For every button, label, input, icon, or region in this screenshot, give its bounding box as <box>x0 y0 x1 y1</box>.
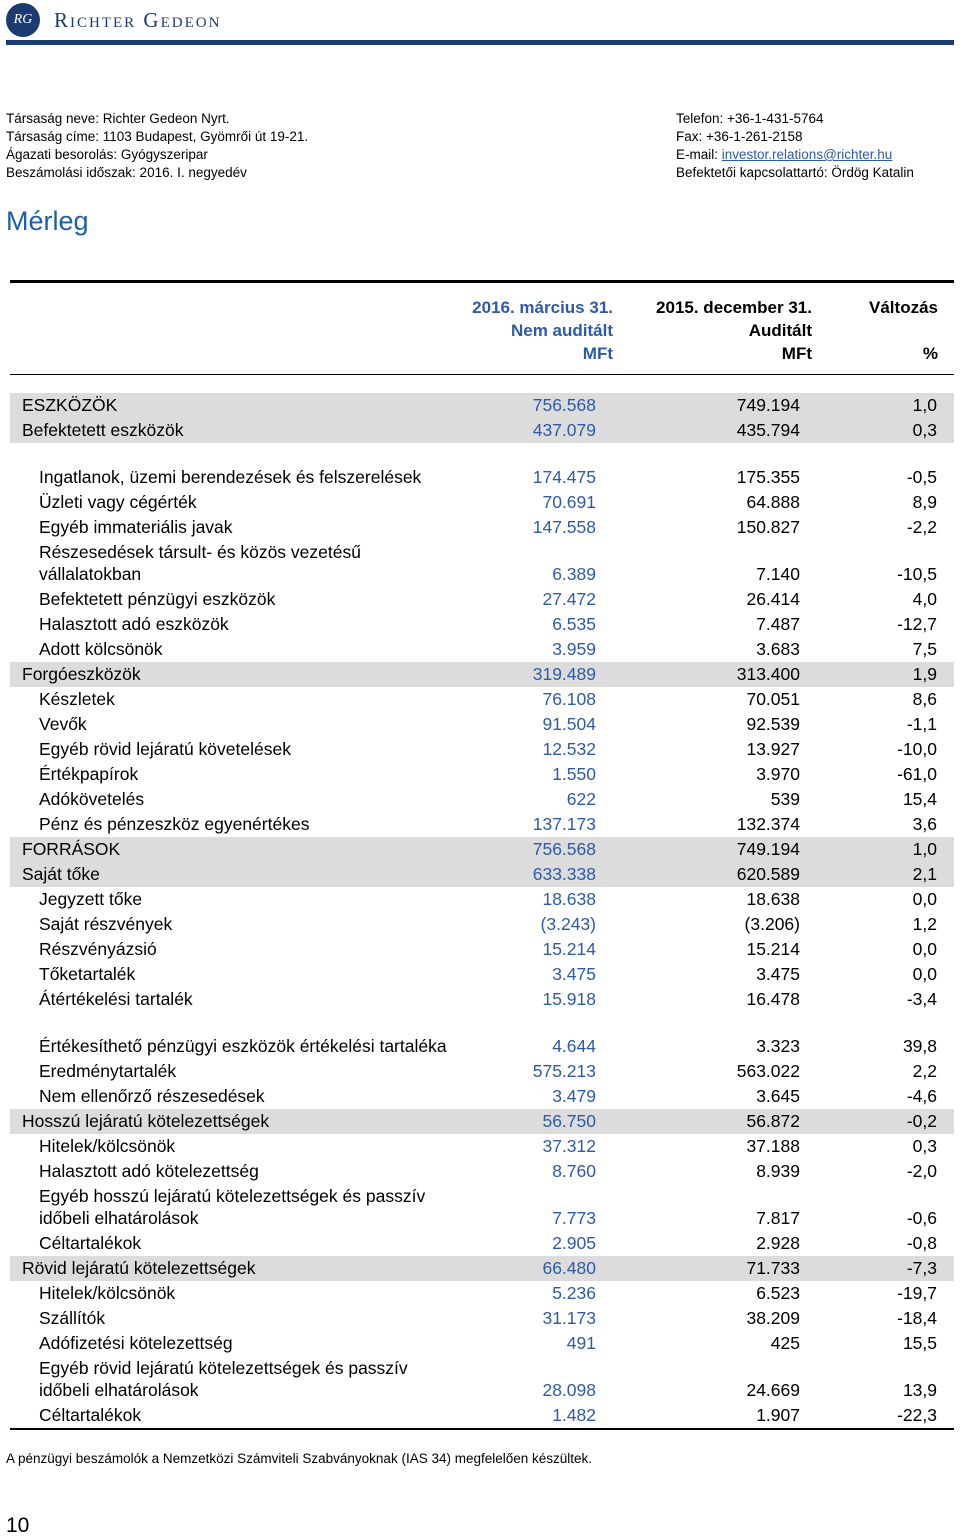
table-section-row <box>10 418 954 443</box>
table-row <box>10 587 954 612</box>
table-row <box>10 787 954 812</box>
change-percent: -2,2 <box>906 517 937 537</box>
table-row <box>10 1134 954 1159</box>
change-percent: -19,7 <box>897 1283 937 1303</box>
table-row <box>10 987 954 1012</box>
column-header-2016 <box>472 296 613 365</box>
row-label: Pénz és pénzeszköz egyenértékes <box>39 814 310 834</box>
email-line <box>676 146 914 164</box>
row-label: FORRÁSOK <box>22 839 121 859</box>
value-2015: 7.817 <box>756 1208 800 1228</box>
phone: Telefon: +36-1-431-5764 <box>676 111 824 126</box>
change-percent: -2,0 <box>906 1161 937 1181</box>
change-percent: 0,0 <box>912 964 937 984</box>
change-percent: -18,4 <box>897 1308 937 1328</box>
company-sector: Ágazati besorolás: Gyógyszeripar <box>6 147 208 162</box>
row-label: Készletek <box>39 689 115 709</box>
column-header-change <box>869 296 938 365</box>
change-percent: 7,5 <box>912 639 937 659</box>
row-label: Adófizetési kötelezettség <box>39 1333 233 1353</box>
value-2015: 64.888 <box>746 492 800 512</box>
value-2015: 37.188 <box>746 1136 800 1156</box>
row-label: Hitelek/kölcsönök <box>39 1283 176 1303</box>
col1-date: 2016. március 31. <box>472 298 613 317</box>
balance-sheet-table <box>10 393 954 1430</box>
value-2016: 76.108 <box>542 689 596 709</box>
table-row <box>10 1281 954 1306</box>
value-2016: 1.482 <box>552 1405 596 1425</box>
value-2015: 56.872 <box>746 1111 800 1131</box>
value-2016: 756.568 <box>532 839 596 859</box>
table-row <box>10 490 954 515</box>
change-percent: 1,2 <box>912 914 937 934</box>
value-2016: 7.773 <box>552 1208 596 1228</box>
change-percent: -0,2 <box>906 1111 937 1131</box>
value-2016: 27.472 <box>542 589 596 609</box>
change-percent: 1,0 <box>912 395 937 415</box>
email-label: E-mail: <box>676 147 722 162</box>
row-label: Nem ellenőrző részesedések <box>39 1086 265 1106</box>
value-2015: 15.214 <box>746 939 800 959</box>
change-percent: 1,9 <box>912 664 937 684</box>
table-row <box>10 1331 954 1356</box>
table-bottom-rule <box>10 1428 954 1430</box>
row-label: Egyéb rövid lejáratú kötelezettségek és passzív időbeli elhatárolások <box>39 1358 408 1400</box>
value-2016: (3.243) <box>540 914 596 934</box>
change-percent: -10,5 <box>897 564 937 584</box>
value-2016: 15.918 <box>542 989 596 1009</box>
row-label: Átértékelési tartalék <box>39 989 193 1009</box>
value-2016: 12.532 <box>542 739 596 759</box>
change-percent: 39,8 <box>902 1036 937 1056</box>
email-link[interactable]: investor.relations@richter.hu <box>721 147 893 162</box>
value-2015: 70.051 <box>746 689 800 709</box>
value-2016: 1.550 <box>552 764 596 784</box>
table-row <box>10 1159 954 1184</box>
change-percent: -4,6 <box>906 1086 937 1106</box>
value-2016: 91.504 <box>542 714 596 734</box>
value-2016: 491 <box>566 1333 596 1353</box>
value-2016: 3.959 <box>552 639 596 659</box>
value-2015: 313.400 <box>736 664 800 684</box>
row-label: ESZKÖZÖK <box>22 395 118 415</box>
table-row <box>10 762 954 787</box>
row-label: Forgóeszközök <box>22 664 141 684</box>
table-row <box>10 612 954 637</box>
value-2015: 3.683 <box>756 639 800 659</box>
page-title: Mérleg <box>6 206 89 236</box>
value-2016: 37.312 <box>542 1136 596 1156</box>
table-section-row <box>10 837 954 862</box>
row-label: Rövid lejáratú kötelezettségek <box>22 1258 256 1278</box>
row-label: Adott kölcsönök <box>39 639 163 659</box>
value-2016: 4.644 <box>552 1036 596 1056</box>
page-number: 10 <box>6 1514 30 1537</box>
header-bar <box>6 40 954 45</box>
col3-title: Változás <box>869 298 938 317</box>
company-info <box>6 110 308 182</box>
table-row <box>10 443 954 490</box>
value-2015: 749.194 <box>736 839 800 859</box>
company-logo <box>6 2 221 38</box>
row-label: Halasztott adó eszközök <box>39 614 229 634</box>
change-percent: -22,3 <box>897 1405 937 1425</box>
logo-text: Richter Gedeon <box>54 7 222 32</box>
value-2016: 174.475 <box>532 467 596 487</box>
change-percent: -3,4 <box>906 989 937 1009</box>
value-2015: 3.645 <box>756 1086 800 1106</box>
row-label: Értékpapírok <box>39 764 139 784</box>
row-label: Egyéb hosszú lejáratú kötelezettségek és passzív időbeli elhatárolások <box>39 1186 426 1228</box>
row-label: Céltartalékok <box>39 1405 142 1425</box>
col3-unit: % <box>922 344 938 363</box>
table-row <box>10 1403 954 1428</box>
logo-mark: RG <box>6 3 40 37</box>
value-2016: 6.535 <box>552 614 596 634</box>
table-row <box>10 737 954 762</box>
change-percent: 0,3 <box>912 1136 937 1156</box>
value-2016: 8.760 <box>552 1161 596 1181</box>
change-percent: -12,7 <box>897 614 937 634</box>
value-2016: 147.558 <box>532 517 596 537</box>
value-2015: 563.022 <box>736 1061 800 1081</box>
value-2015: 3.970 <box>756 764 800 784</box>
col2-date: 2015. december 31. <box>656 298 812 317</box>
value-2015: 1.907 <box>756 1405 800 1425</box>
change-percent: -7,3 <box>906 1258 937 1278</box>
change-percent: 0,3 <box>912 420 937 440</box>
change-percent: -0,5 <box>906 467 937 487</box>
table-row <box>10 937 954 962</box>
value-2015: 16.478 <box>746 989 800 1009</box>
value-2015: 26.414 <box>746 589 800 609</box>
value-2016: 437.079 <box>532 420 596 440</box>
value-2015: 749.194 <box>736 395 800 415</box>
row-label: Eredménytartalék <box>39 1061 177 1081</box>
value-2016: 2.905 <box>552 1233 596 1253</box>
value-2016: 3.475 <box>552 964 596 984</box>
contact-person: Befektetői kapcsolattartó: Ördög Katalin <box>676 165 914 180</box>
table-row <box>10 540 954 587</box>
change-percent: 15,5 <box>902 1333 937 1353</box>
value-2016: 3.479 <box>552 1086 596 1106</box>
change-percent: 13,9 <box>902 1380 937 1400</box>
value-2015: 92.539 <box>746 714 800 734</box>
change-percent: -0,8 <box>906 1233 937 1253</box>
table-section-row <box>10 662 954 687</box>
value-2015: 435.794 <box>736 420 800 440</box>
table-row <box>10 637 954 662</box>
value-2016: 31.173 <box>542 1308 596 1328</box>
table-row <box>10 1184 954 1231</box>
col1-audit: Nem auditált <box>510 321 613 340</box>
value-2015: 38.209 <box>746 1308 800 1328</box>
value-2016: 756.568 <box>532 395 596 415</box>
row-label: Hitelek/kölcsönök <box>39 1136 176 1156</box>
row-label: Részesedések társult- és közös vezetésű vállalatokban <box>39 542 361 584</box>
table-header-rule <box>10 374 954 375</box>
col2-audit: Auditált <box>748 321 812 340</box>
value-2015: 18.638 <box>746 889 800 909</box>
row-label: Hosszú lejáratú kötelezettségek <box>22 1111 270 1131</box>
table-row <box>10 1059 954 1084</box>
table-top-rule <box>10 280 954 283</box>
company-name: Társaság neve: Richter Gedeon Nyrt. <box>6 111 230 126</box>
change-percent: -1,1 <box>906 714 937 734</box>
row-label: Saját tőke <box>22 864 100 884</box>
value-2016: 6.389 <box>552 564 596 584</box>
value-2016: 575.213 <box>532 1061 596 1081</box>
change-percent: -0,6 <box>906 1208 937 1228</box>
table-section-row <box>10 862 954 887</box>
col2-unit: MFt <box>781 344 812 363</box>
value-2015: 2.928 <box>756 1233 800 1253</box>
table-row <box>10 1084 954 1109</box>
value-2016: 633.338 <box>532 864 596 884</box>
row-label: Részvényázsió <box>39 939 157 959</box>
row-label: Tőketartalék <box>39 964 136 984</box>
change-percent: 4,0 <box>912 589 937 609</box>
row-label: Vevők <box>39 714 87 734</box>
value-2015: 539 <box>770 789 800 809</box>
table-row <box>10 1306 954 1331</box>
table-row <box>10 1231 954 1256</box>
col3-blank <box>869 319 938 342</box>
change-percent: 1,0 <box>912 839 937 859</box>
value-2016: 28.098 <box>542 1380 596 1400</box>
value-2015: 71.733 <box>746 1258 800 1278</box>
value-2016: 18.638 <box>542 889 596 909</box>
value-2016: 15.214 <box>542 939 596 959</box>
row-label: Adókövetelés <box>39 789 145 809</box>
table-section-row <box>10 393 954 418</box>
change-percent: 8,6 <box>912 689 937 709</box>
table-section-row <box>10 1256 954 1281</box>
change-percent: -61,0 <box>897 764 937 784</box>
value-2015: 7.487 <box>756 614 800 634</box>
value-2016: 5.236 <box>552 1283 596 1303</box>
value-2015: 13.927 <box>746 739 800 759</box>
value-2015: 150.827 <box>736 517 800 537</box>
value-2016: 56.750 <box>542 1111 596 1131</box>
row-label: Értékesíthető pénzügyi eszközök értékelési tartaléka <box>39 1036 447 1056</box>
row-label: Befektetett eszközök <box>22 420 184 440</box>
row-label: Egyéb immateriális javak <box>39 517 233 537</box>
col1-unit: MFt <box>582 344 613 363</box>
row-label: Ingatlanok, üzemi berendezések és felszerelések <box>39 467 422 487</box>
row-label: Halasztott adó kötelezettség <box>39 1161 259 1181</box>
row-label: Céltartalékok <box>39 1233 142 1253</box>
table-row <box>10 1012 954 1059</box>
table-section-row <box>10 1109 954 1134</box>
table-row <box>10 712 954 737</box>
value-2015: 620.589 <box>736 864 800 884</box>
change-percent: -10,0 <box>897 739 937 759</box>
row-label: Egyéb rövid lejáratú követelések <box>39 739 291 759</box>
row-label: Jegyzett tőke <box>39 889 143 909</box>
value-2016: 622 <box>566 789 596 809</box>
row-label: Befektetett pénzügyi eszközök <box>39 589 276 609</box>
table-row <box>10 962 954 987</box>
value-2015: 3.323 <box>756 1036 800 1056</box>
table-row <box>10 515 954 540</box>
row-label: Saját részvények <box>39 914 173 934</box>
change-percent: 2,2 <box>912 1061 937 1081</box>
value-2015: (3.206) <box>744 914 800 934</box>
value-2016: 319.489 <box>532 664 596 684</box>
change-percent: 8,9 <box>912 492 937 512</box>
value-2016: 70.691 <box>542 492 596 512</box>
row-label: Szállítók <box>39 1308 106 1328</box>
value-2016: 137.173 <box>532 814 596 834</box>
value-2015: 175.355 <box>736 467 800 487</box>
table-row <box>10 887 954 912</box>
table-row <box>10 812 954 837</box>
value-2015: 7.140 <box>756 564 800 584</box>
change-percent: 0,0 <box>912 889 937 909</box>
footnote: A pénzügyi beszámolók a Nemzetközi Számviteli Szabványoknak (IAS 34) megfelelően készültek. <box>6 1451 593 1466</box>
row-label: Üzleti vagy cégérték <box>39 492 197 512</box>
value-2015: 24.669 <box>746 1380 800 1400</box>
change-percent: 15,4 <box>902 789 937 809</box>
change-percent: 0,0 <box>912 939 937 959</box>
column-header-2015 <box>656 296 812 365</box>
value-2015: 425 <box>770 1333 800 1353</box>
value-2015: 132.374 <box>736 814 800 834</box>
value-2016: 66.480 <box>542 1258 596 1278</box>
change-percent: 3,6 <box>912 814 937 834</box>
table-row <box>10 687 954 712</box>
value-2015: 6.523 <box>756 1283 800 1303</box>
value-2015: 8.939 <box>756 1161 800 1181</box>
contact-info <box>676 110 914 182</box>
change-percent: 2,1 <box>912 864 937 884</box>
fax: Fax: +36-1-261-2158 <box>676 129 803 144</box>
value-2015: 3.475 <box>756 964 800 984</box>
table-row <box>10 1356 954 1403</box>
reporting-period: Beszámolási időszak: 2016. I. negyedév <box>6 165 247 180</box>
company-address: Társaság címe: 1103 Budapest, Gyömrői út 19-21. <box>6 129 309 144</box>
table-row <box>10 912 954 937</box>
